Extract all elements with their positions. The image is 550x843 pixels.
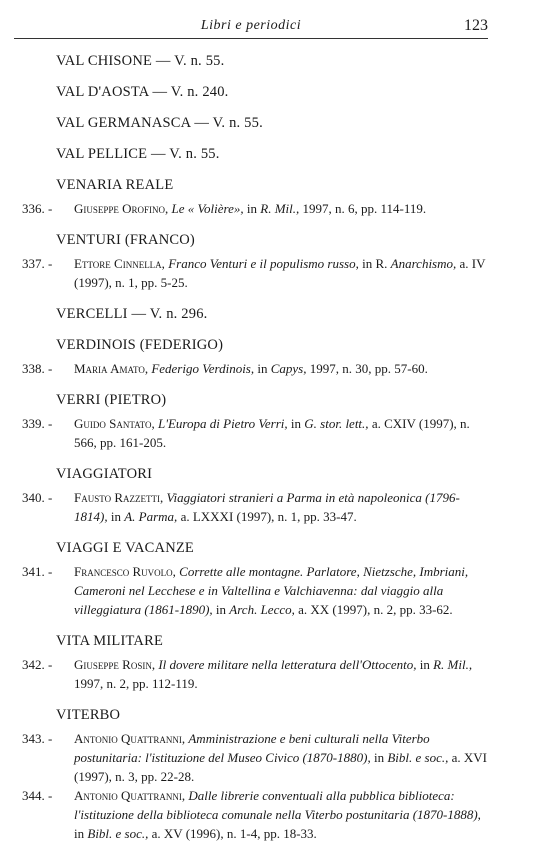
entry-author: Antonio Quattranni, xyxy=(74,788,186,803)
entry-connector: in R. xyxy=(358,256,391,271)
entry-number: 339. - xyxy=(22,416,53,431)
entry-journal: Arch. Lecco, xyxy=(229,602,295,617)
section-heading: VENTURI (FRANCO) xyxy=(56,232,195,248)
entry-details: a. CXIV (1997), n. 566, pp. 161-205. xyxy=(74,416,470,450)
entry-author: Antonio Quattranni, xyxy=(74,731,186,746)
bibliography-entry xyxy=(14,488,492,526)
section-heading: VENARIA REALE xyxy=(56,177,174,193)
entry-author: Giuseppe Rosin, xyxy=(74,657,156,672)
cross-reference-heading: VAL CHISONE — V. n. 55. xyxy=(56,53,225,69)
cross-reference-heading: VAL D'AOSTA — V. n. 240. xyxy=(56,84,229,100)
entry-number: 340. - xyxy=(22,490,53,505)
entry-number: 336. - xyxy=(22,201,53,216)
entry-number: 344. - xyxy=(22,788,53,803)
entry-author: Maria Amato, xyxy=(74,361,149,376)
entry-title: Il dovere militare nella letteratura dell'Ottocento, xyxy=(158,657,417,672)
running-head xyxy=(14,16,488,39)
entry-details: a. XX (1997), n. 2, pp. 33-62. xyxy=(294,602,453,617)
entry-connector: in xyxy=(243,201,261,216)
entry-details: 1997, n. 6, pp. 114-119. xyxy=(299,201,427,216)
section-heading: VITERBO xyxy=(56,707,121,723)
bibliography-entry xyxy=(14,562,492,619)
cross-reference-heading: VAL GERMANASCA — V. n. 55. xyxy=(56,115,263,131)
entry-connector: in xyxy=(74,826,88,841)
entry-journal: R. Mil., xyxy=(260,201,300,216)
entry-title: L'Europa di Pietro Verri, xyxy=(157,416,288,431)
bibliography-entry xyxy=(14,729,492,786)
entry-connector: in xyxy=(254,361,271,376)
entry-details: a. XV (1996), n. 1-4, pp. 18-33. xyxy=(148,826,317,841)
entry-connector: in xyxy=(212,602,230,617)
bibliography-entry xyxy=(14,786,492,843)
entry-journal: Bibl. e soc., xyxy=(87,826,149,841)
entry-title: Le « Volière», xyxy=(171,201,244,216)
entry-details: a. XVI (1997), n. 3, pp. 22-28. xyxy=(74,750,487,784)
entry-title: Dalle librerie conventuali alla pubblica biblioteca: l'istituzione della biblioteca comunale nella Viterbo postunitaria (1870-1888), xyxy=(74,788,481,822)
entry-number: 338. - xyxy=(22,361,53,376)
entry-number: 342. - xyxy=(22,657,53,672)
entry-connector: in xyxy=(370,750,388,765)
running-title: Libri e periodici xyxy=(200,18,302,33)
section-heading: VITA MILITARE xyxy=(56,633,163,649)
bibliography-entry xyxy=(14,199,492,218)
section-heading: VERDINOIS (FEDERIGO) xyxy=(56,337,224,353)
entry-connector: in xyxy=(287,416,305,431)
entry-number: 337. - xyxy=(22,256,53,271)
cross-reference-heading: VAL PELLICE — V. n. 55. xyxy=(56,146,220,162)
entry-journal: Bibl. e soc., xyxy=(387,750,449,765)
entry-title: Viaggiatori stranieri a Parma in età napoleonica (1796-1814), xyxy=(74,490,460,524)
entry-journal: R. Mil., xyxy=(433,657,473,672)
entry-journal: G. stor. lett., xyxy=(304,416,369,431)
cross-reference-heading: VERCELLI — V. n. 296. xyxy=(56,306,208,322)
entry-author: Guido Santato, xyxy=(74,416,155,431)
bibliography-entry xyxy=(14,254,492,292)
entry-journal: Capys, xyxy=(270,361,307,376)
entry-details: 1997, n. 2, pp. 112-119. xyxy=(74,676,198,691)
entry-number: 341. - xyxy=(22,564,53,579)
entry-title: Franco Venturi e il populismo russo, xyxy=(168,256,359,271)
entry-author: Fausto Razzetti, xyxy=(74,490,164,505)
entry-connector: in xyxy=(107,509,125,524)
page-number: 123 xyxy=(464,17,488,34)
bibliography-list xyxy=(14,44,492,843)
entry-author: Ettore Cinnella, xyxy=(74,256,165,271)
entry-details: 1997, n. 30, pp. 57-60. xyxy=(306,361,428,376)
entry-number: 343. - xyxy=(22,731,53,746)
entry-title: Amministrazione e beni culturali nella Viterbo postunitaria: l'istituzione del Museo Civico (1870-1880), xyxy=(74,731,430,765)
entry-author: Giuseppe Orofino, xyxy=(74,201,169,216)
entry-details: a. IV (1997), n. 1, pp. 5-25. xyxy=(74,256,486,290)
entry-journal: Anarchismo, xyxy=(390,256,457,271)
entry-journal: A. Parma, xyxy=(124,509,178,524)
entry-connector: in xyxy=(416,657,434,672)
section-heading: VERRI (PIETRO) xyxy=(56,392,167,408)
entry-details: a. LXXXI (1997), n. 1, pp. 33-47. xyxy=(177,509,357,524)
bibliography-entry xyxy=(14,414,492,452)
entry-title: Federigo Verdinois, xyxy=(151,361,255,376)
entry-author: Francesco Ruvolo, xyxy=(74,564,176,579)
entry-title: Corrette alle montagne. Parlatore, Nietzsche, Imbriani, Cameroni nel Lecchese e in Valtellina e Valchiavenna: dal viaggio alla villeggiatura (1861-1890), xyxy=(74,564,469,617)
bibliography-entry xyxy=(14,655,492,693)
section-heading: VIAGGIATORI xyxy=(56,466,153,482)
bibliography-entry xyxy=(14,359,492,378)
section-heading: VIAGGI E VACANZE xyxy=(56,540,194,556)
